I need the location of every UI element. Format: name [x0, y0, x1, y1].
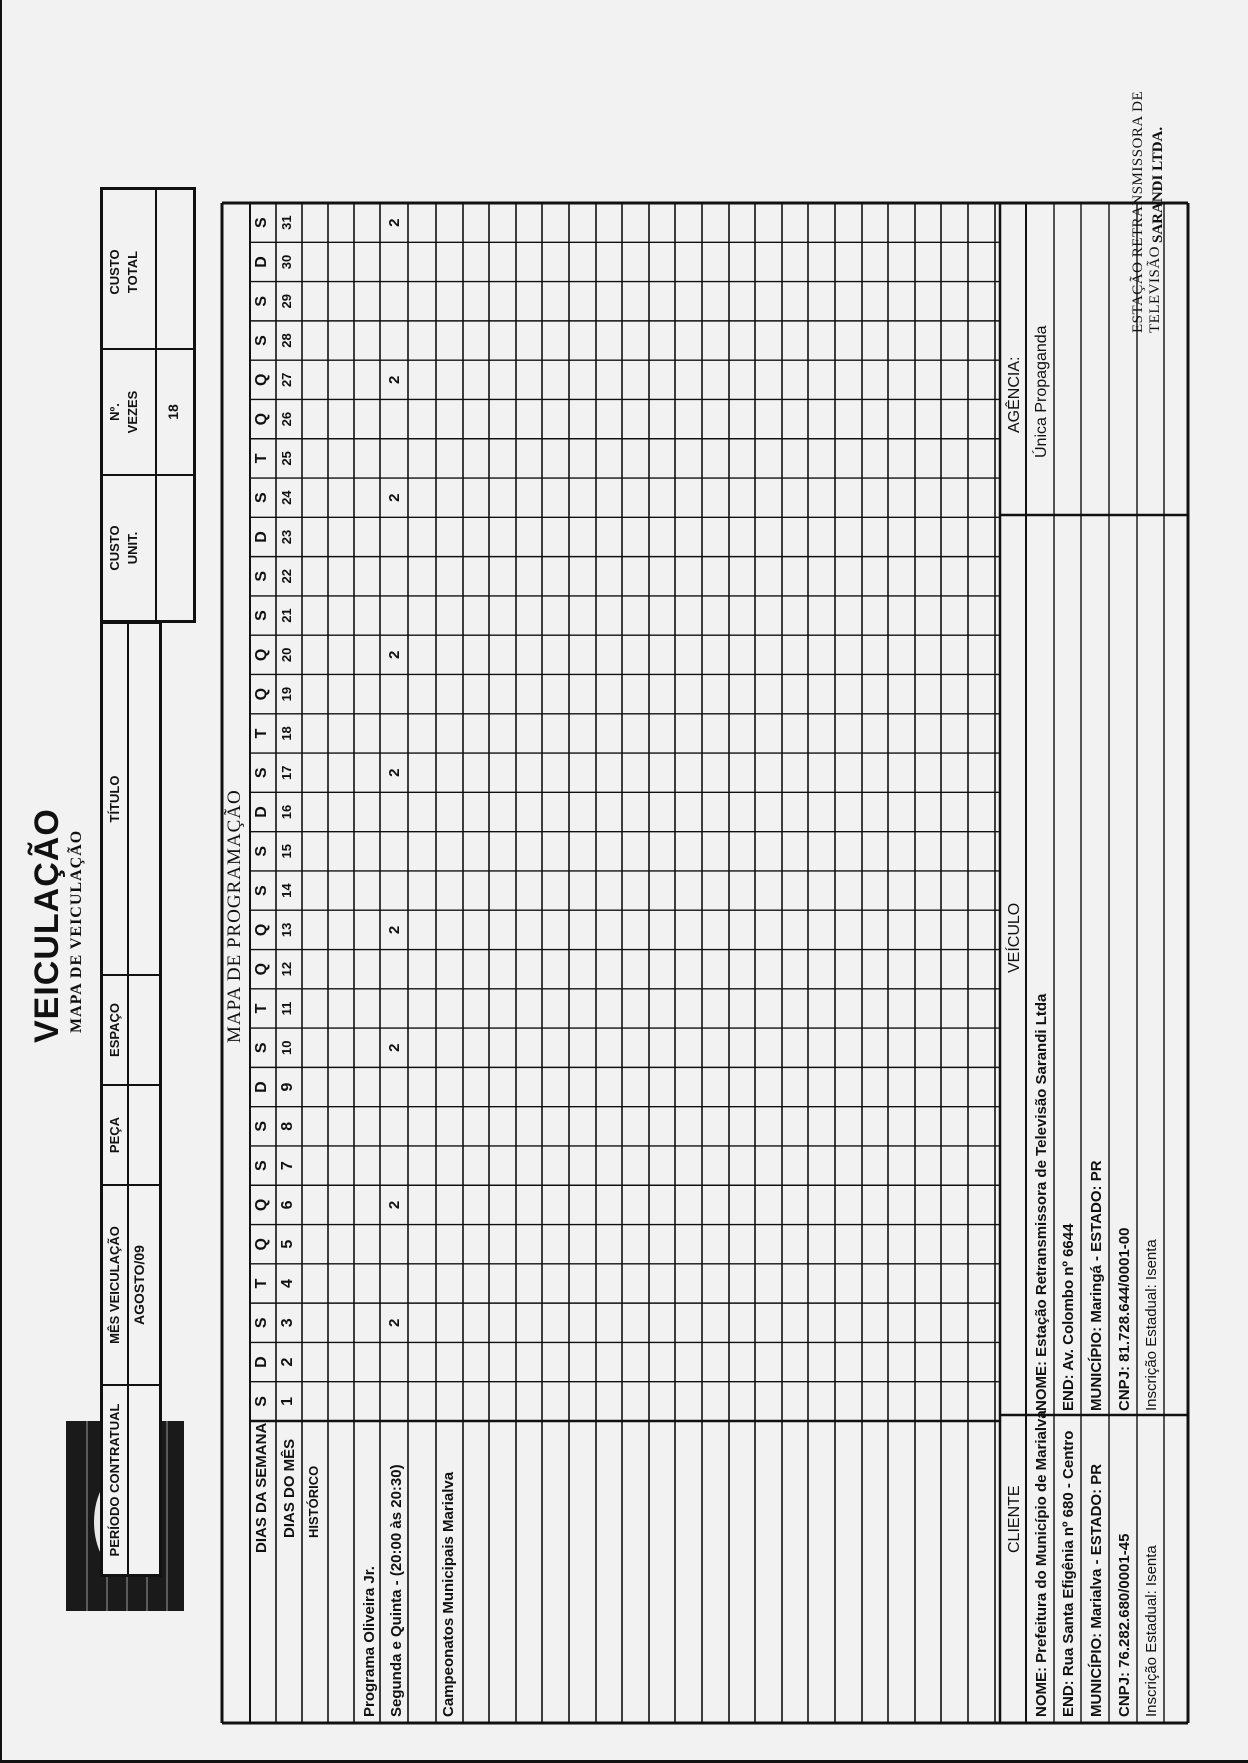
veiculo-endereco: END: Av. Colombo nº 6644: [1060, 1223, 1077, 1411]
veiculo-nome: NOME: Estação Retransmissora de Televisão Sarandi Ltda: [1033, 993, 1050, 1411]
veiculo-municipio: MUNICÍPIO: Maringá - ESTADO: PR: [1088, 1160, 1105, 1411]
weekday-cell: D: [253, 256, 270, 268]
espaco-label: ESPAÇO: [107, 1003, 122, 1057]
day-cell: 7: [279, 1161, 296, 1171]
cliente-heading: CLIENTE: [1006, 1485, 1023, 1553]
weekday-cell: T: [253, 1278, 270, 1289]
custo-total-label-1: CUSTO: [107, 249, 122, 295]
program-count-cell: 2: [386, 768, 403, 777]
day-cell: 19: [279, 686, 294, 702]
weekdays-row-label: DIAS DA SEMANA: [253, 1422, 270, 1553]
weekday-cell: S: [253, 845, 270, 857]
day-cell: 11: [279, 1001, 294, 1016]
program-count-cell: 2: [386, 925, 403, 935]
weekday-cell: S: [253, 570, 270, 582]
day-cell: 30: [279, 254, 294, 270]
weekday-cell: T: [253, 728, 270, 739]
schedule-title: MAPA DE PROGRAMAÇÃO: [224, 789, 245, 1043]
day-cell: 29: [279, 294, 294, 309]
program-count-cell: 2: [386, 650, 403, 660]
day-cell: 20: [279, 647, 294, 663]
num-vezes-label-1: Nº.: [107, 403, 122, 421]
weekday-cell: Q: [253, 1198, 270, 1212]
weekday-cell: T: [253, 453, 270, 464]
day-cell: 10: [279, 1040, 294, 1055]
day-cell: 4: [279, 1279, 296, 1288]
weekday-cell: Q: [253, 373, 270, 387]
day-cell: 13: [279, 922, 294, 938]
program-1-schedule: Segunda e Quinta - (20:00 às 20:30): [388, 1464, 405, 1717]
program-count-cell: 2: [386, 218, 403, 227]
day-cell: 31: [279, 215, 294, 230]
day-cell: 9: [279, 1082, 296, 1092]
weekday-cell: Q: [253, 1237, 270, 1251]
num-vezes-value: 18: [165, 404, 181, 420]
weekday-cell: S: [253, 295, 270, 307]
day-cell: 1: [279, 1396, 296, 1406]
day-cell: 24: [279, 490, 294, 505]
weekday-cell: S: [253, 1396, 270, 1407]
day-cell: 3: [279, 1318, 296, 1328]
day-cell: 26: [279, 411, 294, 427]
mes-veiculacao-label: MÊS VEICULAÇÃO: [107, 1226, 122, 1344]
veiculo-heading: VEÍCULO: [1006, 902, 1023, 973]
weekday-cell: S: [253, 217, 270, 228]
cliente-cnpj: CNPJ: 76.282.680/0001-45: [1116, 1533, 1133, 1717]
weekday-cell: D: [253, 1081, 270, 1093]
weekday-cell: Q: [253, 923, 270, 937]
mes-veiculacao-value: AGOSTO/09: [131, 1245, 147, 1325]
stamp-line-2: SARANDI LTDA.: [1150, 126, 1166, 243]
peca-label: PEÇA: [107, 1116, 122, 1154]
day-cell: 18: [279, 726, 294, 741]
document-subtitle: MAPA DE VEICULAÇÃO: [68, 829, 85, 1033]
weekday-cell: S: [253, 610, 270, 621]
document-title: VEICULAÇÃO: [28, 808, 66, 1043]
titulo-label: TÍTULO: [107, 775, 122, 823]
days-row-label: DIAS DO MÊS: [281, 1438, 298, 1538]
history-row-label: HISTÓRICO: [306, 1465, 321, 1538]
weekday-cell: S: [253, 1160, 270, 1171]
weekday-cell: S: [253, 1121, 270, 1132]
weekday-cell: D: [253, 806, 270, 818]
weekday-cell: S: [253, 492, 270, 504]
veiculo-cnpj: CNPJ: 81.728.644/0001-00: [1116, 1227, 1133, 1411]
day-cell: 12: [279, 961, 294, 977]
day-cell: 21: [279, 608, 294, 623]
veiculo-inscricao: Inscrição Estadual: Isenta: [1143, 1239, 1160, 1411]
weekday-cell: D: [253, 1356, 270, 1368]
day-cell: 25: [279, 451, 294, 466]
periodo-contratual-label: PERÍODO CONTRATUAL: [107, 1403, 122, 1557]
num-vezes-label-2: VEZES: [125, 390, 140, 434]
program-count-cell: 2: [386, 1318, 403, 1327]
program-2-name: Campeonatos Municipais Marialva: [440, 1471, 457, 1717]
day-cell: 14: [279, 883, 294, 898]
day-cell: 6: [279, 1200, 296, 1210]
weekday-cell: S: [253, 1317, 270, 1329]
program-count-cell: 2: [386, 1043, 403, 1052]
day-cell: 5: [279, 1239, 296, 1249]
day-cell: 2: [279, 1357, 296, 1367]
weekday-cell: Q: [253, 412, 270, 426]
weekday-cell: Q: [253, 648, 270, 662]
day-cell: 8: [279, 1121, 296, 1131]
custo-unit-label-2: UNIT.: [125, 531, 140, 565]
weekday-cell: S: [253, 335, 270, 346]
day-cell: 15: [279, 844, 294, 859]
cliente-endereco: END: Rua Santa Efigênia nº 680 - Centro: [1060, 1430, 1077, 1717]
day-cell: 27: [279, 372, 294, 388]
day-cell: 16: [279, 804, 294, 820]
custo-total-label-2: TOTAL: [125, 250, 140, 294]
day-cell: 28: [279, 333, 294, 348]
day-cell: 17: [279, 765, 294, 780]
agencia-heading: AGÊNCIA:: [1006, 356, 1023, 433]
program-count-cell: 2: [386, 493, 403, 502]
day-cell: 23: [279, 529, 294, 545]
weekday-cell: Q: [253, 962, 270, 976]
cliente-inscricao: Inscrição Estadual: Isenta: [1143, 1545, 1160, 1717]
weekday-cell: T: [253, 1003, 270, 1014]
program-count-cell: 2: [386, 1200, 403, 1210]
agencia-nome: Única Propaganda: [1033, 325, 1050, 458]
weekday-cell: S: [253, 885, 270, 896]
custo-unit-label-1: CUSTO: [107, 525, 122, 571]
cliente-municipio: MUNICÍPIO: Marialva - ESTADO: PR: [1088, 1463, 1105, 1717]
program-count-cell: 2: [386, 375, 403, 384]
weekday-cell: Q: [253, 687, 270, 701]
weekday-cell: S: [253, 1042, 270, 1054]
program-1-name: Programa Oliveira Jr.: [361, 1566, 378, 1717]
cliente-nome: NOME: Prefeitura do Município de Marialva: [1033, 1410, 1050, 1717]
day-cell: 22: [279, 569, 294, 584]
weekday-cell: S: [253, 767, 270, 779]
weekday-cell: D: [253, 531, 270, 543]
stamp-line-1: ESTAÇÃO RETRANSMISSORA DE TELEVISÃO: [1130, 90, 1163, 333]
